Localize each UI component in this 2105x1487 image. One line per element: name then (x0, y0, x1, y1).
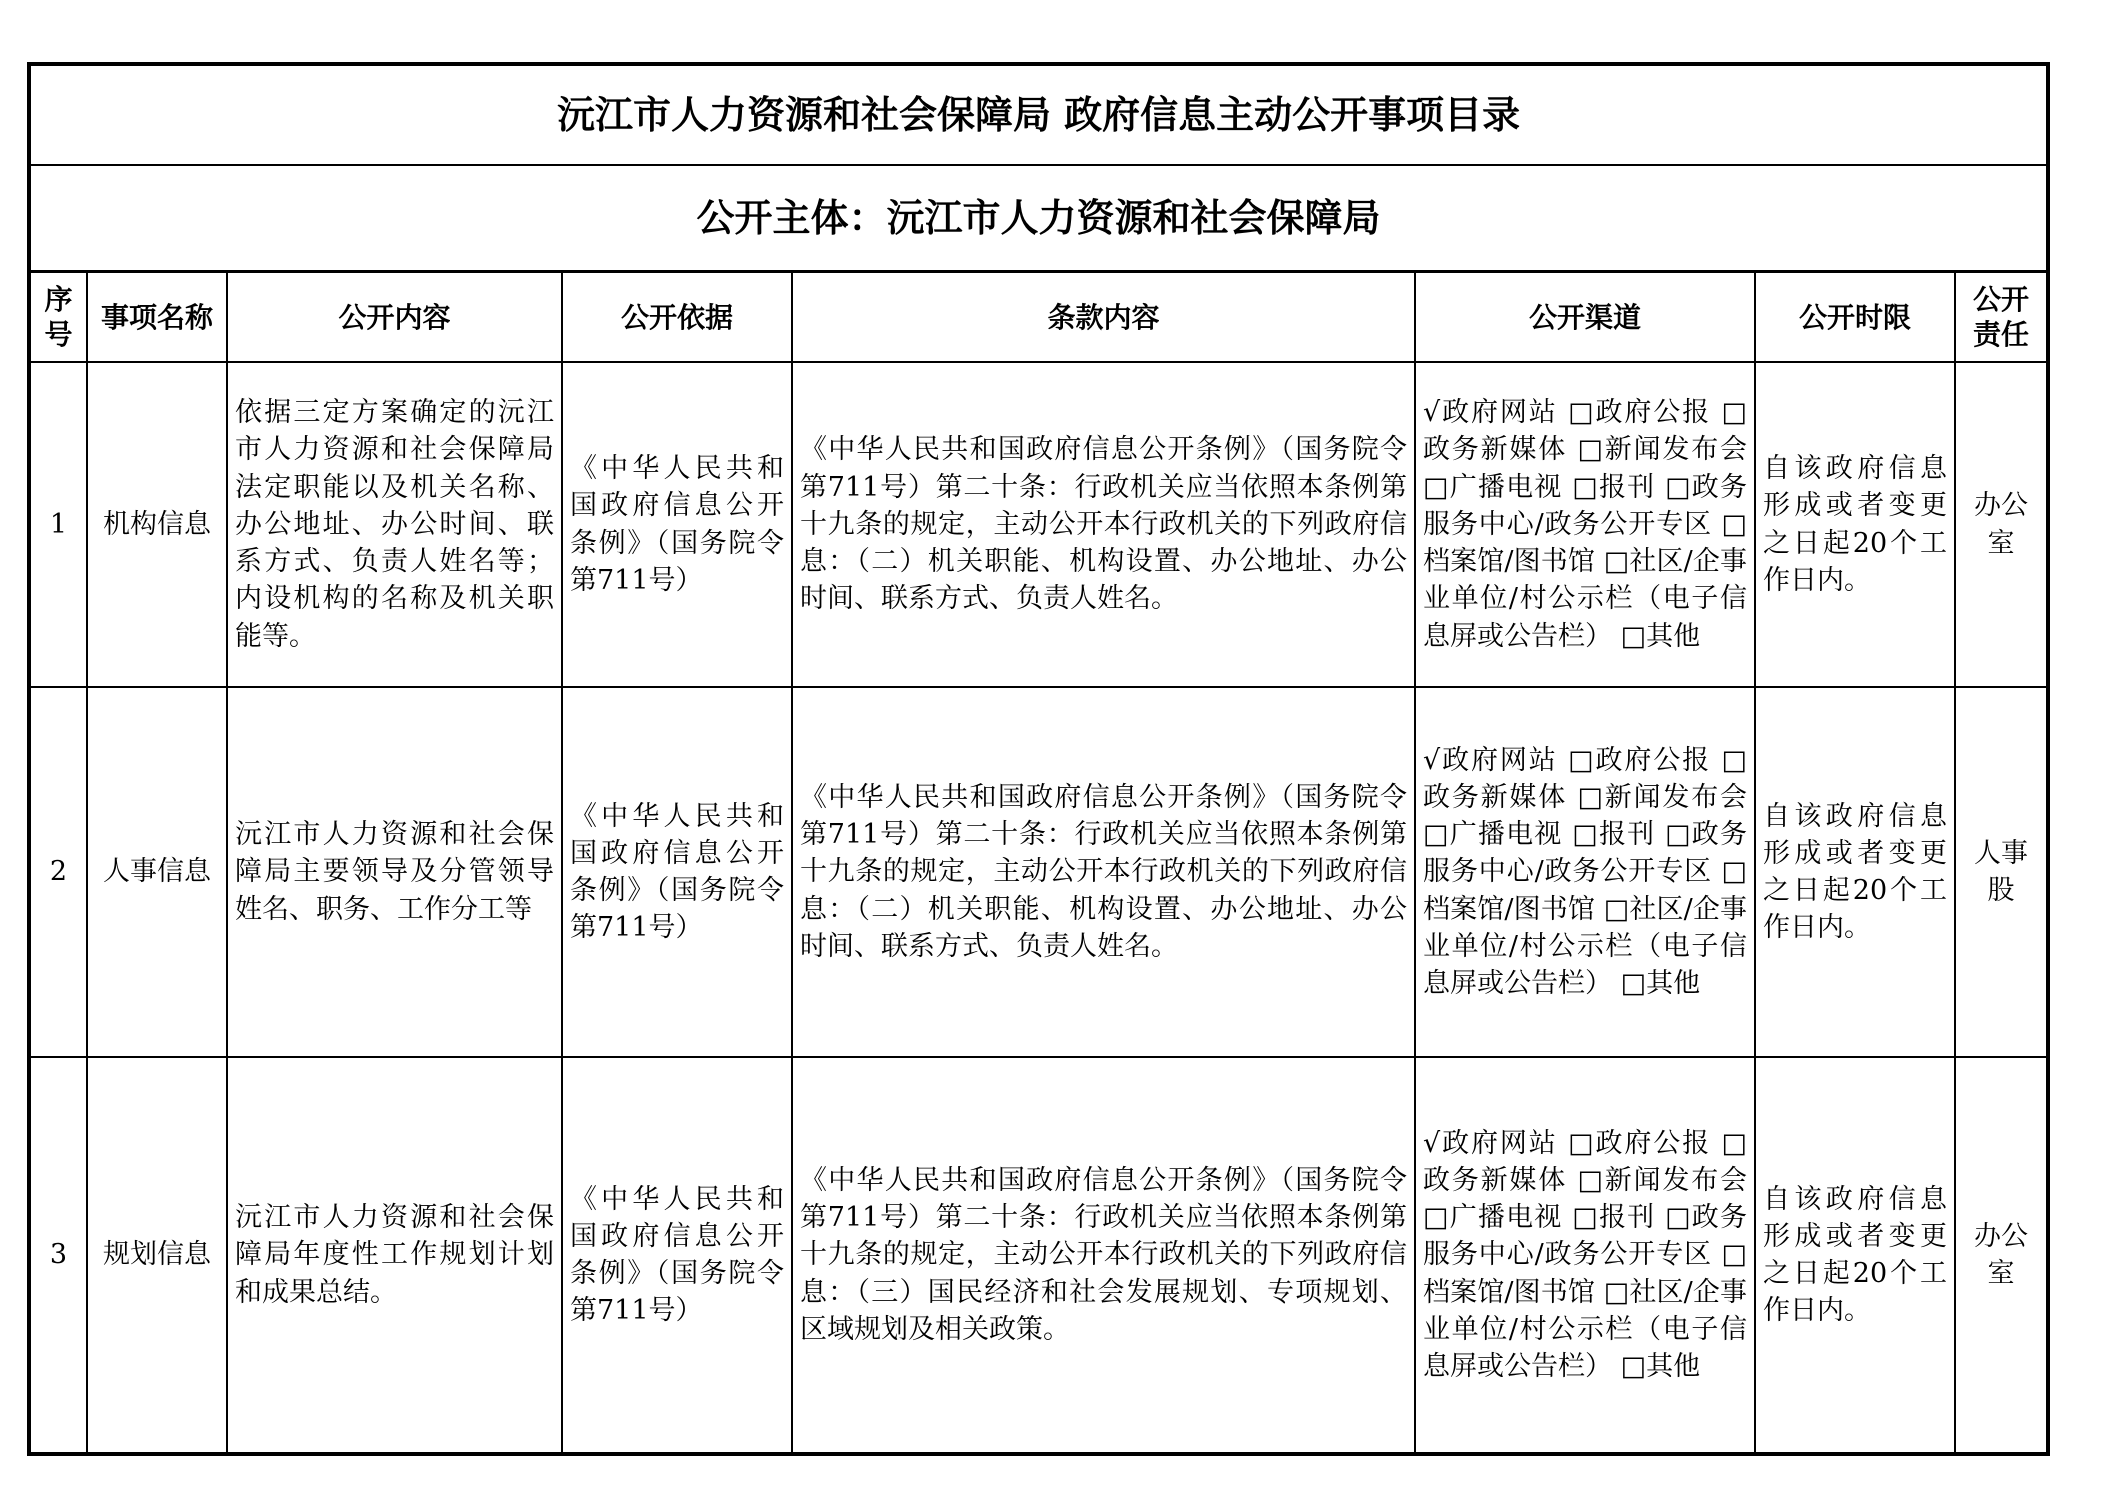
cell-item-name: 机构信息 (87, 362, 227, 687)
disclosure-catalog-table (27, 62, 2050, 1456)
cell-content: 依据三定方案确定的沅江市人力资源和社会保障局法定职能以及机关名称、办公地址、办公时间、联系方式、负责人姓名等；内设机构的名称及机关职能等。 (227, 362, 562, 687)
cell-channels: √政府网站 □政府公报 □政务新媒体 □新闻发布会 □广播电视 □报刊 □政务服务中心/政务公开专区 □档案馆/图书馆 □社区/企事业单位/村公示栏（电子信息屏或公告栏） □其他 (1415, 687, 1755, 1057)
cell-clause: 《中华人民共和国政府信息公开条例》（国务院令第711号）第二十条：行政机关应当依照本条例第十九条的规定，主动公开本行政机关的下列政府信息：（二）机关职能、机构设置、办公地址、办公时间、联系方式、负责人姓名。 (792, 687, 1415, 1057)
col-header-basis: 公开依据 (562, 272, 792, 363)
cell-channels: √政府网站 □政府公报 □政务新媒体 □新闻发布会 □广播电视 □报刊 □政务服务中心/政务公开专区 □档案馆/图书馆 □社区/企事业单位/村公示栏（电子信息屏或公告栏） □其他 (1415, 362, 1755, 687)
subtitle-row (29, 165, 2048, 272)
cell-time-limit: 自该政府信息形成或者变更之日起20个工作日内。 (1755, 362, 1955, 687)
cell-item-name: 规划信息 (87, 1057, 227, 1454)
cell-channels: √政府网站 □政府公报 □政务新媒体 □新闻发布会 □广播电视 □报刊 □政务服务中心/政务公开专区 □档案馆/图书馆 □社区/企事业单位/村公示栏（电子信息屏或公告栏） □其他 (1415, 1057, 1755, 1454)
document-sheet (27, 62, 2050, 1456)
cell-basis: 《中华人民共和国政府信息公开条例》（国务院令第711号） (562, 362, 792, 687)
cell-time-limit: 自该政府信息形成或者变更之日起20个工作日内。 (1755, 687, 1955, 1057)
cell-clause: 《中华人民共和国政府信息公开条例》（国务院令第711号）第二十条：行政机关应当依照本条例第十九条的规定，主动公开本行政机关的下列政府信息：（二）机关职能、机构设置、办公地址、办公时间、联系方式、负责人姓名。 (792, 362, 1415, 687)
column-header-row (29, 272, 2048, 363)
cell-content: 沅江市人力资源和社会保障局主要领导及分管领导姓名、职务、工作分工等 (227, 687, 562, 1057)
document-subtitle: 公开主体：沅江市人力资源和社会保障局 (29, 165, 2048, 272)
col-header-content: 公开内容 (227, 272, 562, 363)
cell-responsibility: 人事股 (1955, 687, 2048, 1057)
col-header-channels: 公开渠道 (1415, 272, 1755, 363)
col-header-time-limit: 公开时限 (1755, 272, 1955, 363)
title-row (29, 64, 2048, 165)
col-header-item-name: 事项名称 (87, 272, 227, 363)
col-header-serial: 序号 (29, 272, 87, 363)
cell-content: 沅江市人力资源和社会保障局年度性工作规划计划和成果总结。 (227, 1057, 562, 1454)
document-title: 沅江市人力资源和社会保障局 政府信息主动公开事项目录 (29, 64, 2048, 165)
col-header-responsibility: 公开责任 (1955, 272, 2048, 363)
cell-responsibility: 办公室 (1955, 362, 2048, 687)
cell-serial: 1 (29, 362, 87, 687)
cell-serial: 3 (29, 1057, 87, 1454)
cell-basis: 《中华人民共和国政府信息公开条例》（国务院令第711号） (562, 1057, 792, 1454)
cell-serial: 2 (29, 687, 87, 1057)
cell-item-name: 人事信息 (87, 687, 227, 1057)
table-row (29, 687, 2048, 1057)
cell-basis: 《中华人民共和国政府信息公开条例》（国务院令第711号） (562, 687, 792, 1057)
col-header-clause: 条款内容 (792, 272, 1415, 363)
cell-responsibility: 办公室 (1955, 1057, 2048, 1454)
table-row (29, 362, 2048, 687)
cell-time-limit: 自该政府信息形成或者变更之日起20个工作日内。 (1755, 1057, 1955, 1454)
table-row (29, 1057, 2048, 1454)
cell-clause: 《中华人民共和国政府信息公开条例》（国务院令第711号）第二十条：行政机关应当依照本条例第十九条的规定，主动公开本行政机关的下列政府信息：（三）国民经济和社会发展规划、专项规划、区域规划及相关政策。 (792, 1057, 1415, 1454)
